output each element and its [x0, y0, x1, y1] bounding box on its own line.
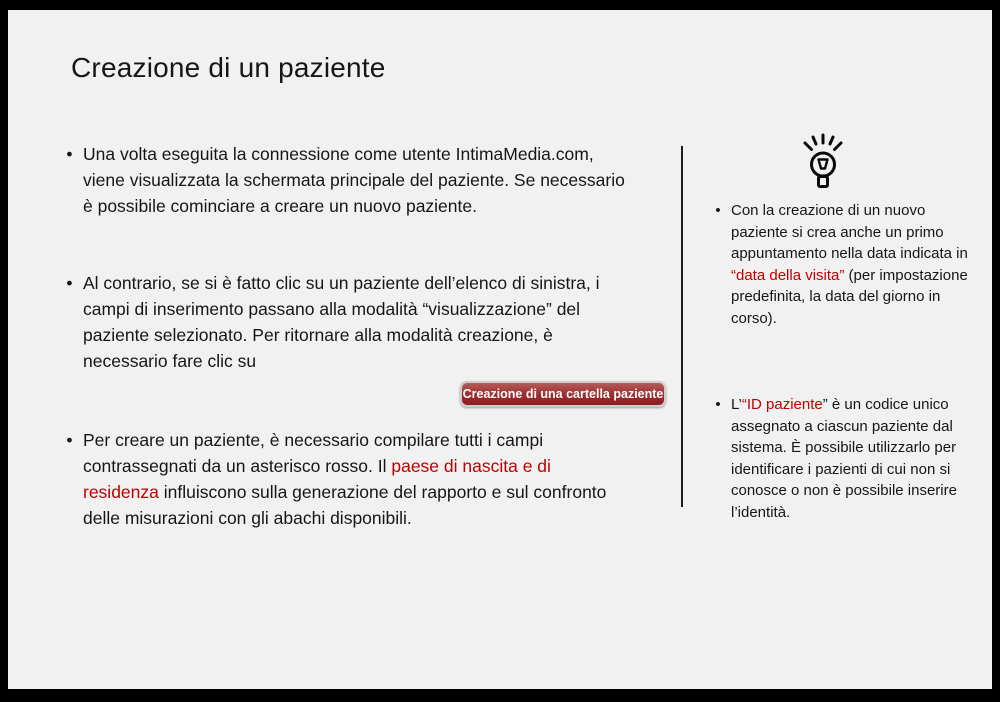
bullet-icon: •	[715, 396, 721, 413]
create-patient-record-button[interactable]: Creazione di una cartella paziente	[460, 381, 666, 407]
left-bullet-connection	[56, 141, 631, 219]
lightbulb-icon	[794, 132, 852, 194]
left-bullet-required-fields	[56, 427, 631, 531]
bullet-icon: •	[66, 430, 73, 450]
bullet-text: Al contrario, se si è fatto clic su un paziente dell’elenco di sinistra, i campi di inserimento passano alla modalità “visualizzazione” del paziente selezionato. Per ritornare alla modalità creazione, è necessario fare clic su	[83, 273, 600, 371]
column-divider	[681, 146, 683, 507]
bullet-text: Con la creazione di un nuovo paziente si crea anche un primo appuntamento nella data indicata in “data della visita” (per impostazione predefinita, la data del giorno in corso).	[731, 202, 968, 327]
bullet-icon: •	[715, 202, 721, 219]
tip-bullet-patient-id	[705, 394, 969, 523]
tip-bullet-appointment	[705, 200, 969, 329]
bullet-text: Per creare un paziente, è necessario compilare tutti i campi contrassegnati da un asterisco rosso. Il paese di nascita e di residenza influiscono sulla generazione del rapporto e sul confronto delle misurazioni con gli abachi disponibili.	[83, 430, 607, 528]
slide-canvas	[8, 10, 992, 689]
bullet-icon: •	[66, 273, 73, 293]
left-bullet-view-mode	[56, 270, 631, 374]
bullet-text: Una volta eseguita la connessione come utente IntimaMedia.com, viene visualizzata la schermata principale del paziente. Se necessario è possibile cominciare a creare un nuovo paziente.	[83, 144, 625, 216]
bullet-text: L’“ID paziente” è un codice unico assegnato a ciascun paziente dal sistema. È possibile utilizzarlo per identificare i pazienti di cui non si conosce o non è possibile inserire l’identità.	[731, 396, 957, 521]
bullet-icon: •	[66, 144, 73, 164]
page-title: Creazione di un paziente	[71, 52, 386, 83]
